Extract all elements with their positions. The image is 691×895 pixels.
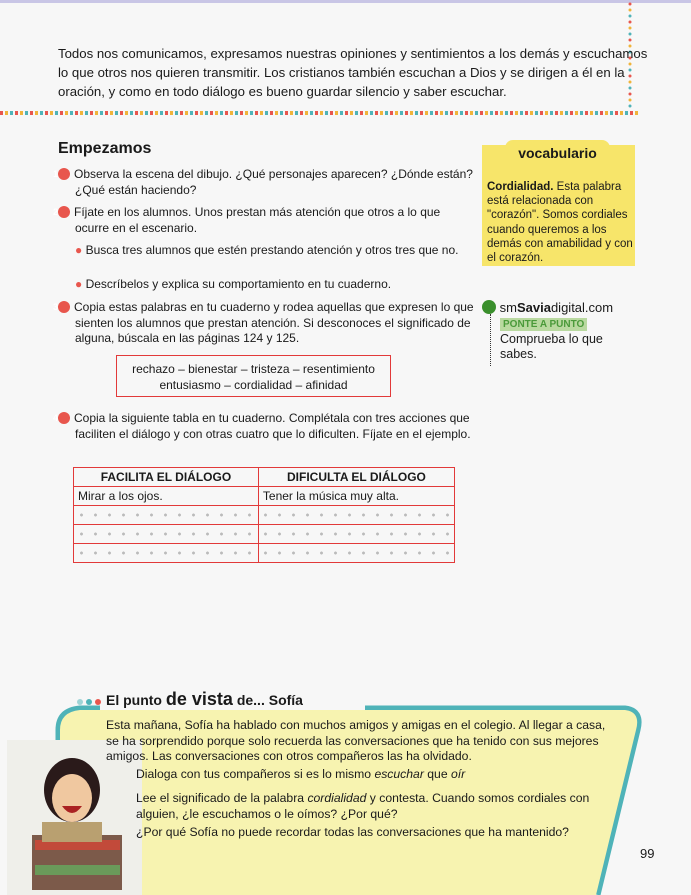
- number-badge: 3: [58, 301, 70, 313]
- column-header: FACILITA EL DIÁLOGO: [74, 468, 259, 487]
- dotted-divider: [0, 111, 640, 115]
- tree-icon: [482, 300, 496, 314]
- vocabulary-definition: [487, 180, 635, 265]
- table-cell: Mirar a los ojos.: [74, 487, 259, 506]
- t: Dialoga con tus compañeros si es lo mismo: [136, 767, 375, 781]
- page-number: 99: [640, 846, 655, 861]
- activity-1: [52, 167, 475, 198]
- vocab-term: Cordialidad.: [487, 181, 554, 193]
- activity-text: Copia estas palabras en tu cuaderno y rodea aquellas que expresen lo que sienten los alumnos que prestan atención. Si desconoces el significado de alguna, búscala en las páginas 124 y 125.: [74, 300, 474, 345]
- dot: [629, 27, 632, 30]
- activity-text: Fíjate en los alumnos. Unos prestan más atención que otros a lo que ocurre en el escenario.: [74, 205, 441, 235]
- brand-savia: Savia: [516, 300, 551, 315]
- blank-cell: [74, 544, 259, 563]
- pov-question-2: [136, 791, 596, 822]
- word-line: rechazo – bienestar – tristeza – resentimiento: [132, 362, 375, 376]
- dialogue-table: [73, 467, 455, 563]
- activity-text: Observa la escena del dibujo. ¿Qué personajes aparecen? ¿Dónde están? ¿Qué están haciendo?: [74, 167, 473, 197]
- brand-domain: digital.com: [550, 300, 614, 315]
- t: El punto: [106, 692, 166, 708]
- blank-cell: [258, 544, 454, 563]
- dot: [629, 9, 632, 12]
- dot: [629, 105, 632, 108]
- t: oír: [451, 767, 466, 781]
- number-badge: 4: [58, 412, 70, 424]
- pov-story: Esta mañana, Sofía ha hablado con muchos amigos y amigas en el colegio. Al llegar a casa, se ha sorprendido porque solo recuerda las conversaciones que ha tenido con sus mejores amigos. Las conversaciones con otros compañeros las ha olvidado.: [106, 718, 606, 763]
- vocabulary-title: vocabulario: [505, 140, 610, 164]
- dot: [629, 3, 632, 6]
- top-border: [0, 0, 691, 3]
- pov-title: [106, 689, 303, 709]
- section-title: Empezamos: [58, 140, 152, 157]
- activity-3: [52, 300, 475, 347]
- blank-cell: [258, 506, 454, 525]
- t: que: [423, 767, 451, 781]
- pov-question-3: ¿Por qué Sofía no puede recordar todas las conversaciones que ha mantenido?: [136, 825, 569, 839]
- table-row: [74, 544, 455, 563]
- bullet-2: ● Descríbelos y explica su comportamiento en tu cuaderno.: [75, 277, 392, 291]
- activity-4: [52, 411, 475, 442]
- table-row: [74, 487, 455, 506]
- savia-text: Comprueba lo que sabes.: [500, 332, 603, 361]
- blank-cell: [258, 525, 454, 544]
- savia-link[interactable]: [482, 300, 613, 315]
- bullet-text: Busca tres alumnos que estén prestando atención y otros tres que no.: [85, 243, 459, 257]
- table-cell: Tener la música muy alta.: [258, 487, 454, 506]
- t: escuchar: [374, 767, 424, 781]
- activity-2: [52, 205, 475, 236]
- vocab-def: Esta palabra está relacionada con "corazón". Somos cordiales cuando queremos a los demás con amabilidad y con el corazón.: [487, 181, 633, 265]
- dot: [629, 39, 632, 42]
- table-row: [74, 506, 455, 525]
- intro-text: Todos nos comunicamos, expresamos nuestras opiniones y sentimientos a los demás y escuchamos lo que otros nos quieren transmitir. Los cristianos también escuchan a Dios y se dirigen a él en la oración, y como en todo diálogo es bueno guardar silencio y saber escuchar.: [58, 46, 648, 99]
- blank-cell: [74, 506, 259, 525]
- table-row: [74, 525, 455, 544]
- t: cordialidad: [307, 791, 367, 805]
- dot: [629, 15, 632, 18]
- word-line: entusiasmo – cordialidad – afinidad: [159, 378, 348, 392]
- number-badge: 1: [58, 168, 70, 180]
- bullet-1: ● Busca tres alumnos que estén prestando atención y otros tres que no.: [75, 243, 459, 257]
- t: de vista: [165, 689, 233, 709]
- pov-question-1: [136, 767, 596, 783]
- t: y contesta. Cuando somos cordiales con alguien, ¿le escuchamos o le oímos? ¿Por qué?: [136, 791, 590, 821]
- column-header: DIFICULTA EL DIÁLOGO: [258, 468, 454, 487]
- number-badge: 2: [58, 206, 70, 218]
- bullet-text: Descríbelos y explica su comportamiento en tu cuaderno.: [85, 277, 392, 291]
- t: Lee el significado de la palabra: [136, 791, 308, 805]
- word-box: [116, 355, 391, 397]
- ponte-a-punto-tag: PONTE A PUNTO: [500, 318, 587, 331]
- t: de...: [232, 692, 269, 708]
- t: Sofía: [268, 692, 303, 708]
- dotted-connector: [490, 314, 491, 366]
- dot: [629, 21, 632, 24]
- brand-sm: sm: [499, 300, 517, 315]
- dot: [629, 33, 632, 36]
- activity-text: Copia la siguiente tabla en tu cuaderno. Complétala con tres acciones que faciliten el diálogo y con otras cuatro que lo dificulten. Fíjate en el ejemplo.: [74, 411, 471, 441]
- blank-cell: [74, 525, 259, 544]
